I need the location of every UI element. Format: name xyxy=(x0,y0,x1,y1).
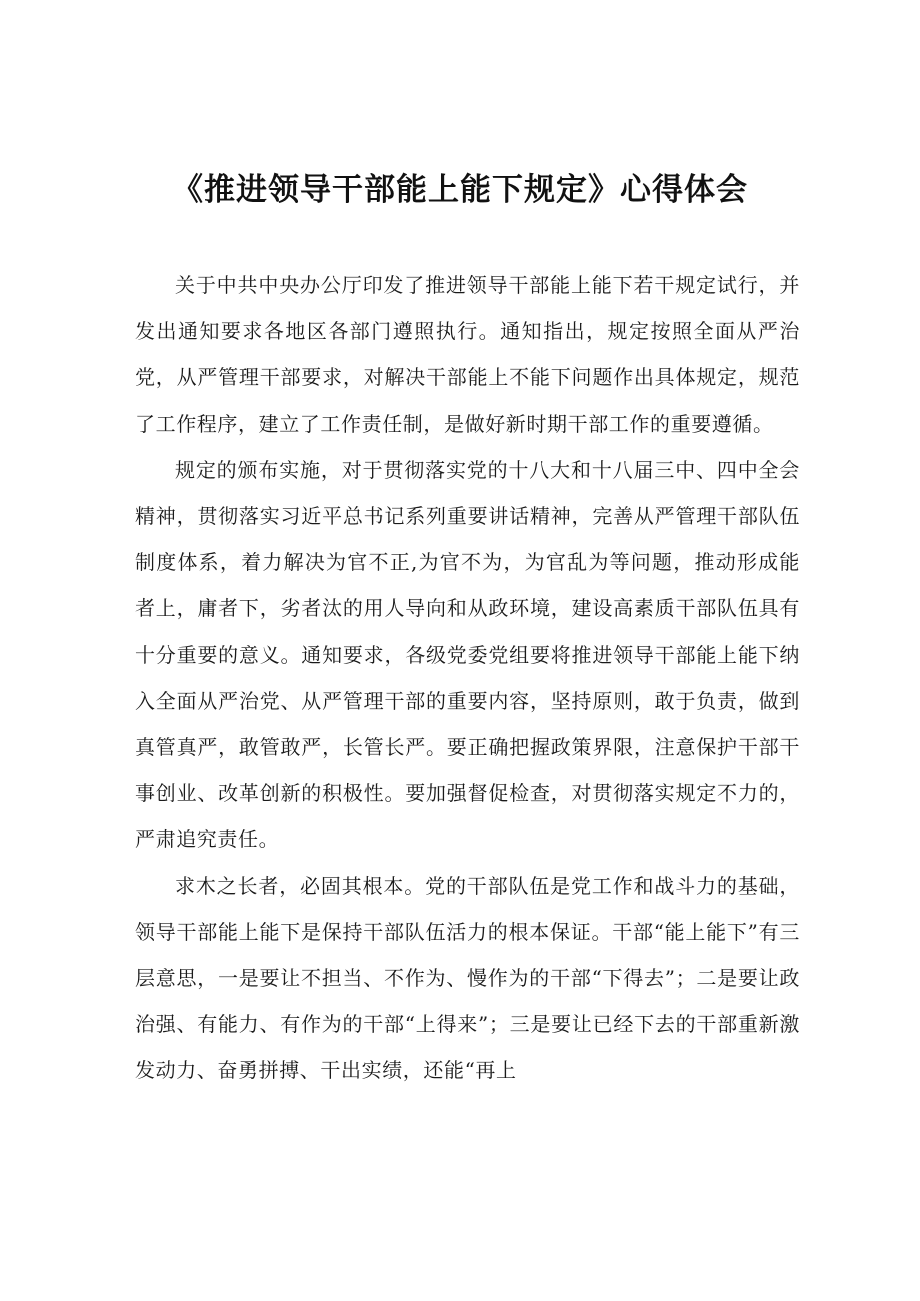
paragraph-1: 关于中共中央办公厅印发了推进领导干部能上能下若干规定试行，并发出通知要求各地区各部门遵照执行。通知指出，规定按照全面从严治党，从严管理干部要求，对解决干部能上不能下问题作出具体规定，规范了工作程序，建立了工作责任制，是做好新时期干部工作的重要遵循。 xyxy=(135,273,800,436)
paragraph-2: 规定的颁布实施，对于贯彻落实党的十八大和十八届三中、四中全会精神，贯彻落实习近平总书记系列重要讲话精神，完善从严管理干部队伍制度体系，着力解决为官不正,为官不为，为官乱为等问题，推动形成能者上，庸者下，劣者汰的用人导向和从政环境，建设高素质干部队伍具有十分重要的意义。通知要求，各级党委党组要将推进领导干部能上能下纳入全面从严治党、从严管理干部的重要内容，坚持原则，敢于负责，做到真管真严，敢管敢严，长管长严。要正确把握政策界限，注意保护干部干事创业、改革创新的积极性。要加强督促检查，对贯彻落实规定不力的，严肃追究责任。 xyxy=(135,457,800,852)
document-title: 《推进领导干部能上能下规定》心得体会 xyxy=(172,172,748,208)
document-body xyxy=(135,262,800,1094)
paragraph-3: 求木之长者，必固其根本。党的干部队伍是党工作和战斗力的基础，领导干部能上能下是保持干部队伍活力的根本保证。干部“能上能下”有三层意思，一是要让不担当、不作为、慢作为的干部“下得去”；二是要让政治强、有能力、有作为的干部“上得来”；三是要让已经下去的干部重新激发动力、奋勇拼搏、干出实绩，还能“再上 xyxy=(135,873,800,1083)
